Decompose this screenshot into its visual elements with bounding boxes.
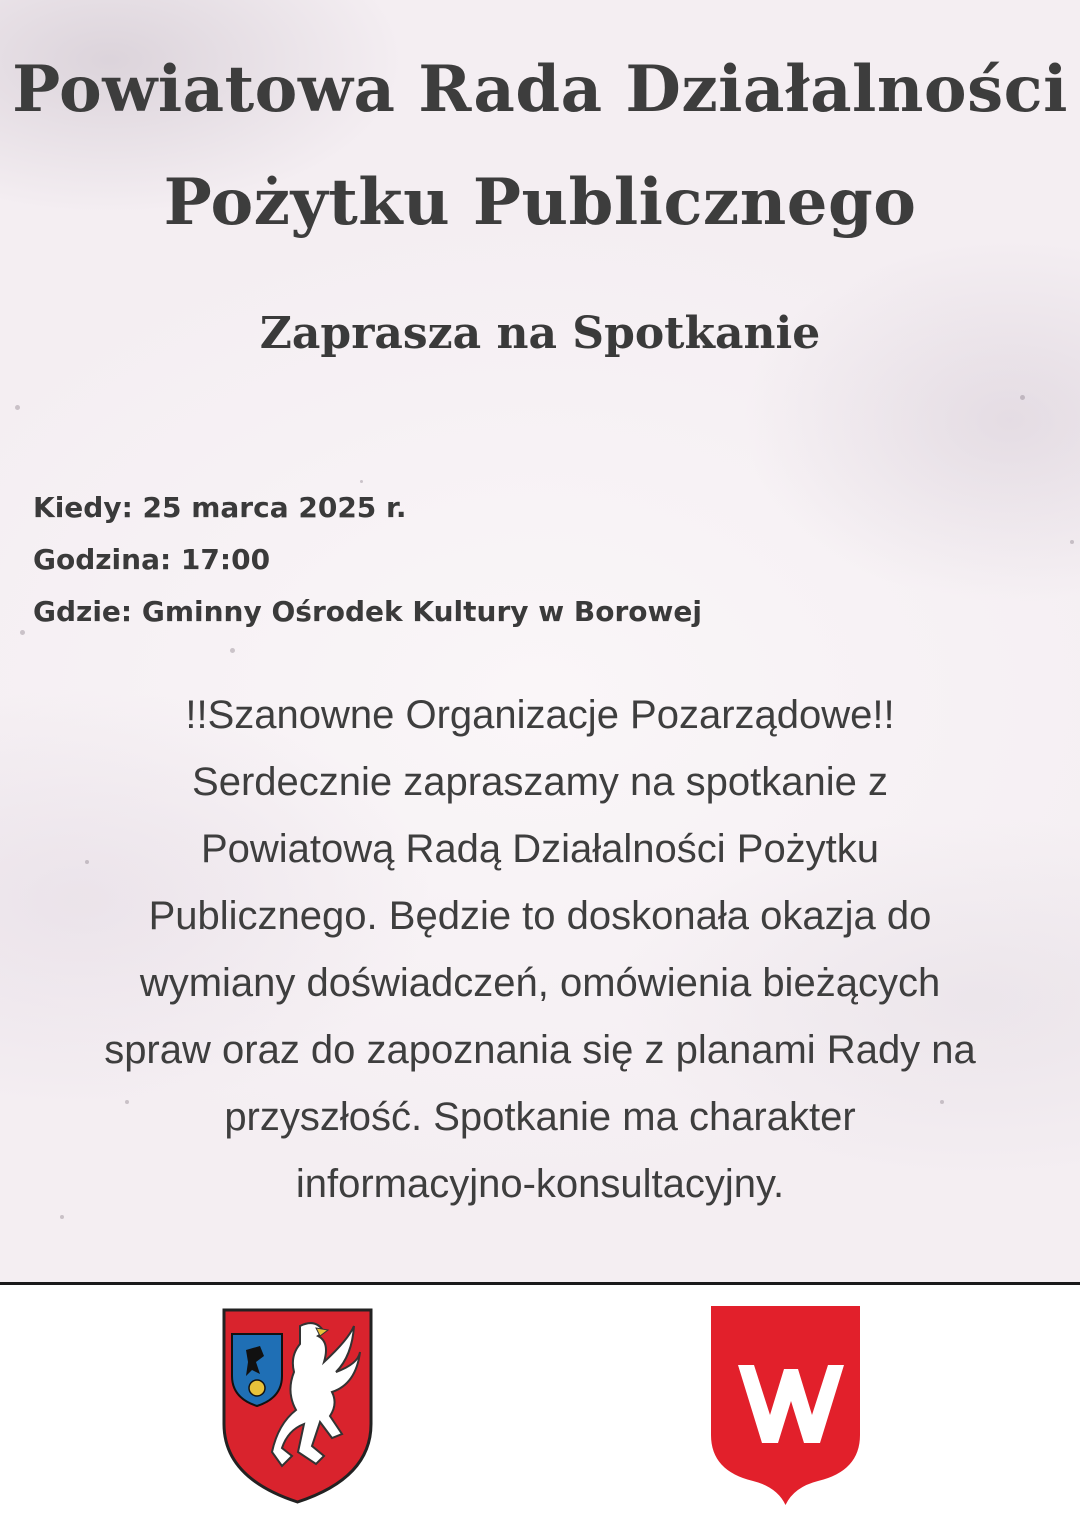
- letter-w-coat-of-arms-icon: [708, 1303, 863, 1508]
- message-line: Publicznego. Będzie to doskonała okazja do: [148, 894, 932, 938]
- title-line-2: Pożytku Publicznego: [163, 165, 917, 240]
- message-line: informacyjno-konsultacyjny.: [295, 1162, 785, 1206]
- griffin-coat-of-arms-icon: [220, 1306, 375, 1506]
- divider: [0, 1282, 1080, 1285]
- message-line: spraw oraz do zapoznania się z planami Rady na: [104, 1028, 976, 1072]
- event-details: [33, 482, 702, 638]
- title-line-1: Powiatowa Rada Działalności: [12, 52, 1068, 127]
- message-line: !!Szanowne Organizacje Pozarządowe!!: [185, 693, 895, 737]
- subtitle: Zaprasza na Spotkanie: [259, 308, 821, 359]
- message-line: wymiany doświadczeń, omówienia bieżących: [139, 961, 941, 1005]
- event-location: Gdzie: Gminny Ośrodek Kultury w Borowej: [33, 595, 702, 628]
- message-line: przyszłość. Spotkanie ma charakter: [224, 1095, 856, 1139]
- message-line: Serdecznie zapraszamy na spotkanie z: [192, 760, 888, 804]
- invitation-message: [10, 682, 1070, 1218]
- event-date: Kiedy: 25 marca 2025 r.: [33, 491, 407, 524]
- message-line: Powiatową Radą Działalności Pożytku: [200, 827, 880, 871]
- event-time: Godzina: 17:00: [33, 543, 271, 576]
